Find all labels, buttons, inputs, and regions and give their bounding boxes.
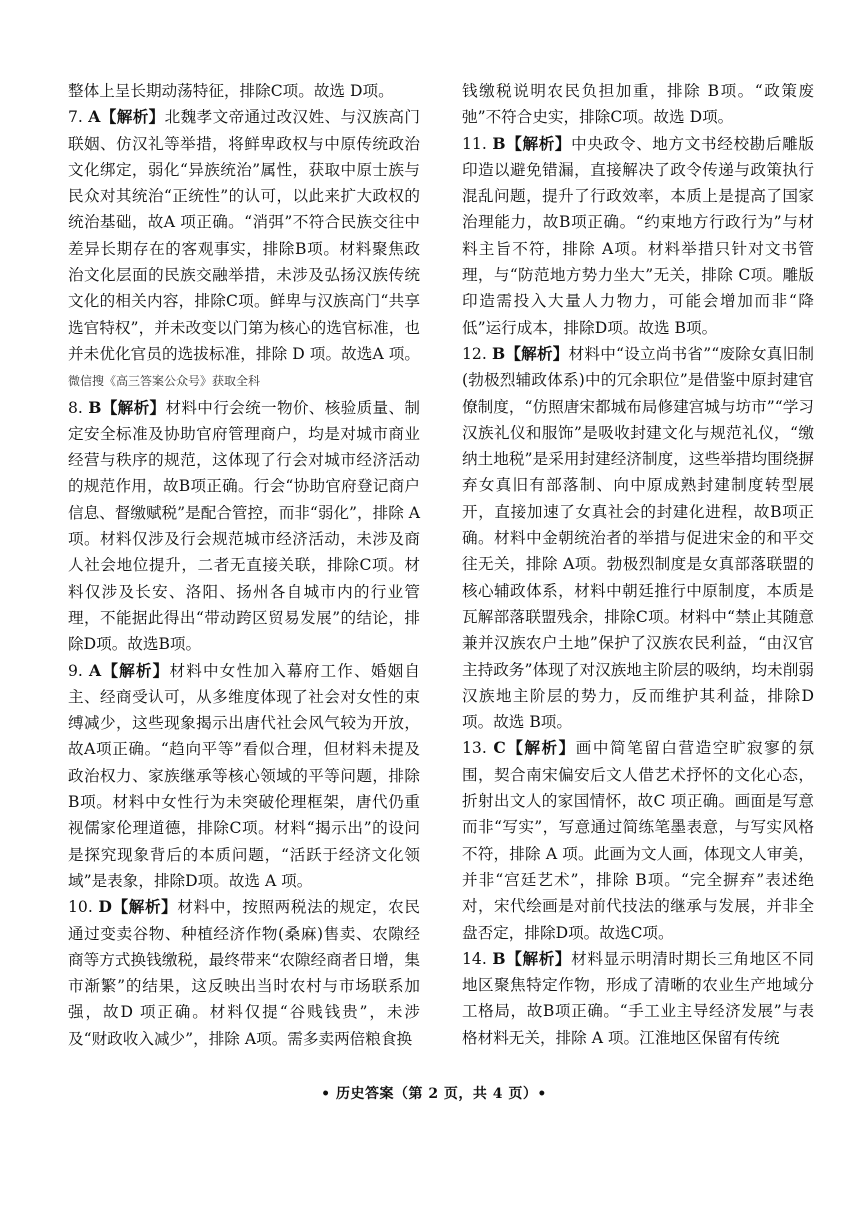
analysis-text: 材料中，按照两税法的规定，农民通过变卖谷物、种植经济作物(桑麻)售卖、农隙经商等方式换钱缴税，最终带来“农隙经商者日增，集市渐繁”的结果，这反映出当时农村与市场联系加强，故D 项正确。材料仅提“谷贱钱贵”，未涉及“财政收入减少”，排除 A项。需多卖两倍粮食换 [68,898,420,1048]
answer-letter: B [492,948,506,968]
right-column [462,78,814,1051]
analysis-tag: 【解析】 [101,660,170,680]
question-number: 13. [462,739,487,758]
analysis-tag: 【解析】 [100,107,165,127]
question-number: 11. [462,134,487,153]
analysis-text: 中央政令、地方文书经校勘后雕版印造以避免错漏，直接解决了政令传递与政策执行混乱问题，提升了行政效率，本质上是提高了国家治理能力，故B项正确。“约束地方行政行为”与材料主旨不符，排除 A项。材料举措只针对文书管理，与“防范地方势力坐大”无关，排除 C项。雕版印造需投入大量人力物力，可能会增加而非“降低”运行成本，排除D项。故选 B项。 [462,134,814,337]
analysis-tag: 【解析】 [505,948,572,968]
question-number: 14. [462,949,487,968]
answer-letter: B [88,397,102,417]
analysis-text: 画中简笔留白营造空旷寂寥的氛围，契合南宋偏安后文人借艺术抒怀的文化心态，折射出文人的家国情怀，故C 项正确。画面是写意而非“写实”，写意通过简练笔墨表意，与写实风格不符，排除 A 项。此画为文人画，体现文人审美，并非“宫廷艺术”，排除 B项。“完全摒弃”表述绝对，宋代绘画是对前代技法的继承与发展，并非全盘否定，排除D项。故选C项。 [462,739,814,942]
analysis-text: 材料中“设立尚书省”“废除女真旧制(勃极烈辅政体系)中的冗余职位”是借鉴中原封建官僚制度，“仿照唐宋都城布局修建宫城与坊市”“学习汉族礼仪和服饰”是吸收封建文化与规范礼仪，“缴纳土地税”是采用封建经济制度，这些举措均围绕摒弃女真旧有部落制、向中原成熟封建制度转型展开，直接加速了女真社会的封建化进程，故B项正确。材料中金朝统治者的举措与促进宋金的和平交往无关，排除 A项。勃极烈制度是女真部落联盟的核心辅政体系，材料中朝廷推行中原制度，本质是瓦解部落联盟残余，排除C项。材料中“禁止其随意兼并汉族农户土地”保护了汉族农民利益，“由汉官主持政务”体现了对汉族地主阶层的吸纳，均未削弱汉族地主阶层的势力，反而维护其利益，排除D项。故选 B项。 [462,344,814,732]
analysis-text: 北魏孝文帝通过改汉姓、与汉族高门联姻、仿汉礼等举措，将鲜卑政权与中原传统政治文化绑定，弱化“异族统治”属性，获取中原士族与民众对其统治“正统性”的认可，以此来扩大政权的统治基础，故A 项正确。“消弭”不符合民族交往中差异长期存在的客观事实，排除B项。材料聚焦政治文化层面的民族交融举措，未涉及弘扬汉族传统文化的相关内容，排除C项。鲜卑与汉族高门“共享选官特权”，并未改变以门第为核心的选官标准，也并未优化官员的选拔标准，排除 D 项。故选A 项。 [68,108,420,363]
watermark-note: 微信搜《高三答案公众号》获取全科 [68,374,261,389]
answer-letter: A [89,660,102,680]
analysis-text: 材料显示明清时期长三角地区不同地区聚焦特定作物，形成了清晰的农业生产地域分工格局，故B项正确。“手工业主导经济发展”与表格材料无关，排除 A 项。江淮地区保留有传统 [462,949,814,1047]
analysis-tag: 【解析】 [505,738,576,758]
answer-letter: A [88,107,101,127]
answer-item-11 [462,131,814,341]
answer-letter: B [492,133,506,153]
answer-letter: B [491,343,506,363]
answer-item-8 [68,395,420,658]
analysis-text: 材料中女性加入幕府工作、婚姻自主、经商受认可，从多维度体现了社会对女性的束缚减少，这些现象揭示出唐代社会风气较为开放，故A项正确。“趋向平等”看似合理，但材料未提及政治权力、家族继承等核心领域的平等问题，排除B项。材料中女性行为未突破伦理框架，唐代仍重视儒家伦理道德，排除C项。材料“揭示出”的设问是探究现象背后的本质问题，“活跃于经济文化领域”是表象，排除D项。故选 A 项。 [68,661,420,890]
answer-item-13 [462,735,814,945]
left-column [68,78,420,1052]
answer-item-14 [462,946,814,1051]
answer-item-10 [68,894,420,1052]
question-number: 10. [68,898,93,917]
analysis-tag: 【解析】 [101,397,166,417]
page-footer: • 历史答案（第 2 页，共 4 页）• [321,1086,547,1102]
analysis-tag: 【解析】 [111,897,178,917]
answer-item-12 [462,341,814,735]
answer-letter: D [98,897,112,917]
question-number: 8. [68,398,83,417]
question-number: 7. [68,108,83,127]
answer-letter: C [493,738,506,758]
continued-text: 钱缴税说明农民负担加重，排除 B项。“政策废弛”不符合史实，排除C项。故选 D项。 [462,82,814,127]
answer-item-7 [68,104,420,394]
analysis-tag: 【解析】 [505,133,572,153]
question-number: 9. [68,661,83,680]
question-number: 12. [462,344,487,363]
answer-item-9 [68,658,420,895]
analysis-text: 材料中行会统一物价、核验质量、制定安全标准及协助官府管理商户，均是对城市商业经营与秩序的规范，这体现了行会对城市经济活动的规范作用，故B项正确。行会“协助官府登记商户信息、督缴赋税”是配合管控，而非“弱化”，排除 A项。材料仅涉及行会规范城市经济活动，未涉及商人社会地位提升，二者无直接关联，排除C项。材料仅涉及长安、洛阳、扬州各自城市内的行业管理，不能据此得出“带动跨区贸易发展”的结论，排除D项。故选B项。 [68,398,421,654]
continued-text: 整体上呈长期动荡特征，排除C项。故选 D项。 [68,82,394,100]
analysis-tag: 【解析】 [505,343,569,363]
